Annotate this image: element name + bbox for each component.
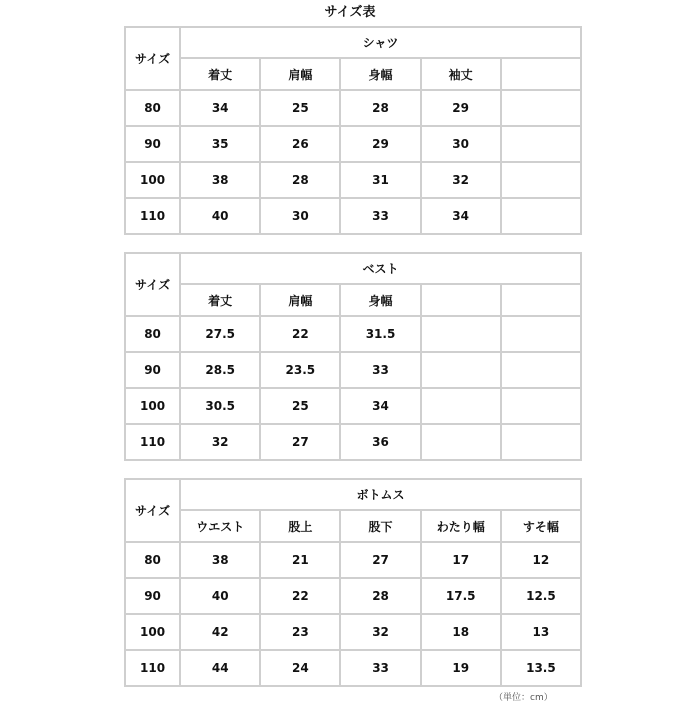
value-cell: 31 bbox=[340, 162, 420, 198]
value-cell bbox=[501, 162, 581, 198]
value-cell bbox=[501, 316, 581, 352]
value-cell bbox=[501, 352, 581, 388]
garment-title: ボトムス bbox=[180, 479, 581, 510]
size-cell: 90 bbox=[125, 126, 180, 162]
value-cell: 13 bbox=[501, 614, 581, 650]
garment-title: シャツ bbox=[180, 27, 581, 58]
value-cell: 34 bbox=[180, 90, 260, 126]
value-cell: 25 bbox=[260, 388, 340, 424]
column-header: 肩幅 bbox=[260, 284, 340, 316]
value-cell: 30 bbox=[260, 198, 340, 234]
value-cell: 38 bbox=[180, 542, 260, 578]
value-cell: 17 bbox=[421, 542, 501, 578]
page-title: サイズ表 bbox=[324, 5, 376, 20]
size-table-shirt bbox=[124, 26, 582, 235]
size-cell: 100 bbox=[125, 614, 180, 650]
size-table-bottoms bbox=[124, 478, 582, 687]
size-cell: 90 bbox=[125, 578, 180, 614]
value-cell bbox=[501, 126, 581, 162]
value-cell: 36 bbox=[340, 424, 420, 460]
value-cell: 42 bbox=[180, 614, 260, 650]
value-cell: 29 bbox=[421, 90, 501, 126]
value-cell: 33 bbox=[340, 650, 420, 686]
value-cell: 12 bbox=[501, 542, 581, 578]
value-cell: 23.5 bbox=[260, 352, 340, 388]
column-header: 股下 bbox=[340, 510, 420, 542]
value-cell: 35 bbox=[180, 126, 260, 162]
value-cell: 13.5 bbox=[501, 650, 581, 686]
value-cell: 23 bbox=[260, 614, 340, 650]
unit-footnote: （単位：cm） bbox=[494, 693, 553, 703]
value-cell: 30 bbox=[421, 126, 501, 162]
value-cell: 40 bbox=[180, 578, 260, 614]
value-cell: 28.5 bbox=[180, 352, 260, 388]
value-cell: 29 bbox=[340, 126, 420, 162]
value-cell bbox=[501, 388, 581, 424]
value-cell: 18 bbox=[421, 614, 501, 650]
size-table-vest bbox=[124, 252, 582, 461]
column-header: 肩幅 bbox=[260, 58, 340, 90]
value-cell bbox=[501, 198, 581, 234]
value-cell: 30.5 bbox=[180, 388, 260, 424]
value-cell bbox=[501, 90, 581, 126]
table-row bbox=[125, 388, 581, 424]
column-header: 着丈 bbox=[180, 58, 260, 90]
size-column-header: サイズ bbox=[125, 479, 180, 542]
size-cell: 80 bbox=[125, 316, 180, 352]
size-cell: 100 bbox=[125, 162, 180, 198]
value-cell: 34 bbox=[421, 198, 501, 234]
value-cell: 22 bbox=[260, 316, 340, 352]
column-header: 股上 bbox=[260, 510, 340, 542]
value-cell bbox=[421, 424, 501, 460]
value-cell: 27 bbox=[340, 542, 420, 578]
value-cell: 19 bbox=[421, 650, 501, 686]
value-cell: 22 bbox=[260, 578, 340, 614]
value-cell: 27.5 bbox=[180, 316, 260, 352]
value-cell: 33 bbox=[340, 352, 420, 388]
value-cell bbox=[421, 316, 501, 352]
value-cell: 34 bbox=[340, 388, 420, 424]
size-column-header: サイズ bbox=[125, 27, 180, 90]
table-row bbox=[125, 162, 581, 198]
table-row bbox=[125, 90, 581, 126]
table-row bbox=[125, 316, 581, 352]
column-header: 着丈 bbox=[180, 284, 260, 316]
column-header bbox=[501, 58, 581, 90]
value-cell: 24 bbox=[260, 650, 340, 686]
column-header: すそ幅 bbox=[501, 510, 581, 542]
size-cell: 100 bbox=[125, 388, 180, 424]
table-row bbox=[125, 614, 581, 650]
size-cell: 110 bbox=[125, 424, 180, 460]
table-row bbox=[125, 650, 581, 686]
value-cell: 28 bbox=[340, 578, 420, 614]
column-header: ウエスト bbox=[180, 510, 260, 542]
value-cell: 32 bbox=[340, 614, 420, 650]
size-cell: 90 bbox=[125, 352, 180, 388]
value-cell: 12.5 bbox=[501, 578, 581, 614]
value-cell: 44 bbox=[180, 650, 260, 686]
value-cell: 32 bbox=[421, 162, 501, 198]
value-cell: 17.5 bbox=[421, 578, 501, 614]
value-cell: 21 bbox=[260, 542, 340, 578]
value-cell: 33 bbox=[340, 198, 420, 234]
column-header bbox=[421, 284, 501, 316]
column-header bbox=[501, 284, 581, 316]
size-cell: 110 bbox=[125, 198, 180, 234]
column-header: 袖丈 bbox=[421, 58, 501, 90]
value-cell: 27 bbox=[260, 424, 340, 460]
value-cell bbox=[421, 352, 501, 388]
table-row bbox=[125, 352, 581, 388]
table-row bbox=[125, 424, 581, 460]
table-row bbox=[125, 542, 581, 578]
value-cell: 25 bbox=[260, 90, 340, 126]
size-column-header: サイズ bbox=[125, 253, 180, 316]
value-cell: 28 bbox=[260, 162, 340, 198]
garment-title: ベスト bbox=[180, 253, 581, 284]
table-row bbox=[125, 578, 581, 614]
size-cell: 80 bbox=[125, 542, 180, 578]
size-cell: 110 bbox=[125, 650, 180, 686]
table-row bbox=[125, 198, 581, 234]
value-cell: 28 bbox=[340, 90, 420, 126]
value-cell: 32 bbox=[180, 424, 260, 460]
table-row bbox=[125, 126, 581, 162]
value-cell: 31.5 bbox=[340, 316, 420, 352]
value-cell: 26 bbox=[260, 126, 340, 162]
column-header: 身幅 bbox=[340, 58, 420, 90]
size-cell: 80 bbox=[125, 90, 180, 126]
column-header: 身幅 bbox=[340, 284, 420, 316]
column-header: わたり幅 bbox=[421, 510, 501, 542]
value-cell bbox=[421, 388, 501, 424]
value-cell: 38 bbox=[180, 162, 260, 198]
value-cell bbox=[501, 424, 581, 460]
value-cell: 40 bbox=[180, 198, 260, 234]
